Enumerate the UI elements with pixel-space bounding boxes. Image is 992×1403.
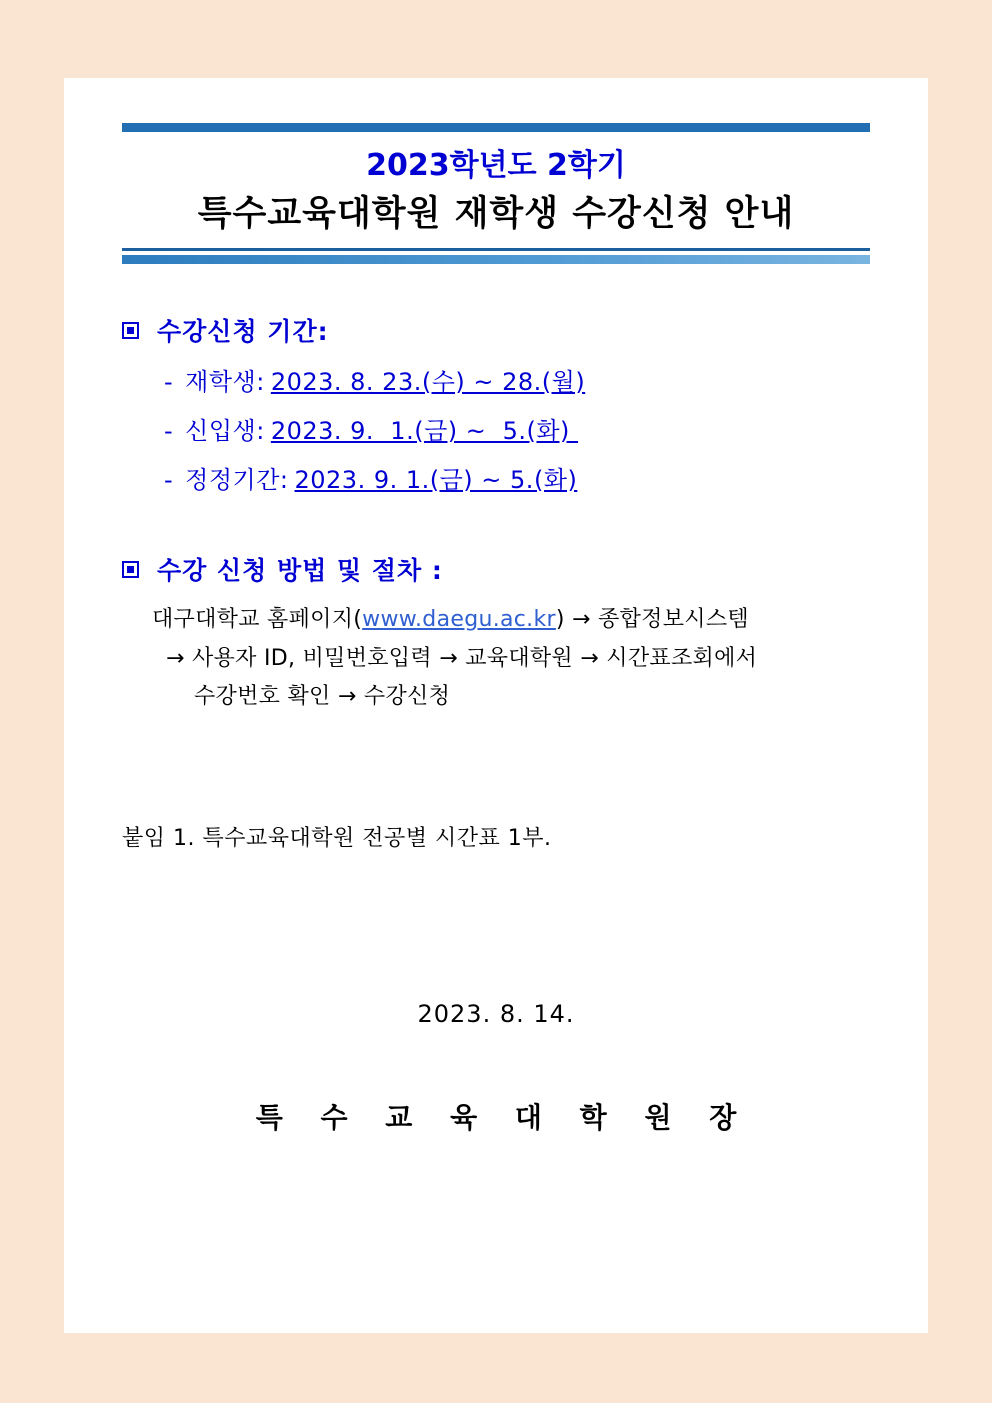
period-heading-label: 수강신청 기간: [157, 317, 329, 347]
period-value: 2023. 8. 23.(수) ~ 28.(월) [270, 368, 586, 397]
body-block [122, 264, 870, 1136]
dash-marker: - [164, 417, 174, 446]
dash-marker: - [164, 368, 174, 397]
title-line-1: 2023학년도 2학기 [366, 148, 626, 183]
header-bottom-rule [122, 255, 870, 264]
header-block [122, 123, 870, 264]
period-label: 정정기간: [185, 466, 289, 495]
title-line-2: 특수교육대학원 재학생 수강신청 안내 [197, 194, 795, 234]
header-bottom-rule-thin [122, 248, 870, 251]
square-bullet-icon [122, 561, 139, 578]
method-body [122, 601, 870, 717]
method-block [122, 551, 870, 717]
dash-marker: - [164, 466, 174, 495]
method-line-1 [152, 601, 870, 640]
period-value: 2023. 9. 1.(금) ~ 5.(화) [294, 466, 578, 495]
signer-title: 특 수 교 육 대 학 원 장 [255, 1100, 751, 1134]
section-heading-period [122, 312, 870, 348]
method-line-1-post: ) → 종합정보시스템 [555, 607, 749, 633]
issue-date: 2023. 8. 14. [417, 999, 575, 1028]
header-top-rule [122, 123, 870, 132]
list-item [122, 411, 870, 446]
title-wrap [122, 132, 870, 248]
section-heading-method [122, 551, 870, 587]
list-item [122, 362, 870, 397]
method-line-1-pre: 대구대학교 홈페이지( [152, 607, 363, 633]
attachment-note: 붙임 1. 특수교육대학원 전공별 시간표 1부. [122, 825, 552, 851]
method-line-3: 수강번호 확인 → 수강신청 [194, 684, 451, 710]
homepage-link[interactable]: www.daegu.ac.kr [362, 607, 556, 633]
list-item [122, 460, 870, 495]
notice-page [64, 78, 928, 1333]
method-heading-label: 수강 신청 방법 및 절차 : [157, 556, 443, 586]
method-line-2: → 사용자 ID, 비밀번호입력 → 교육대학원 → 시간표조회에서 [166, 645, 758, 671]
period-label: 신입생: [185, 417, 265, 446]
period-label: 재학생: [185, 368, 265, 397]
period-value: 2023. 9. 1.(금) ~ 5.(화) [270, 417, 579, 446]
square-bullet-icon [122, 322, 139, 339]
